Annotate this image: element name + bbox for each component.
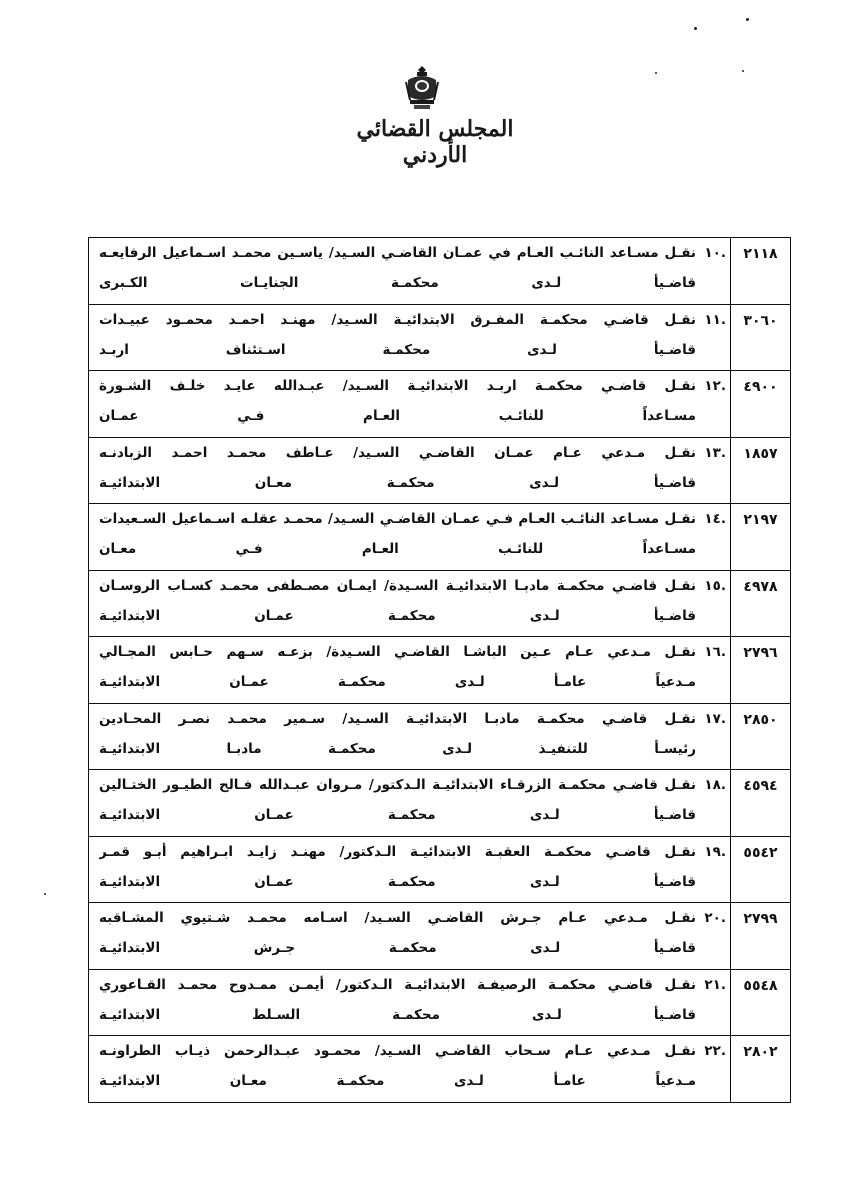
item-number: .١٤ (704, 511, 726, 527)
transfer-text: نقـل مسـاعد النائـب العـام في عمـان القاضـي السـيد/ ياسـين محمـد اسـماعيل الرفايعـه (99, 245, 696, 261)
transfer-description (89, 903, 731, 970)
item-number: .١٠ (704, 245, 726, 261)
transfer-description (89, 570, 731, 637)
item-number: .١٧ (704, 710, 726, 727)
new-position-text: مـدعياً عامـأ لـدى محكمـة معـان الابتدائيـة (99, 1073, 696, 1089)
transfer-text: نقـل قاضـي محكمـة اربـد الابتدائيـة السـيد/ عبـدالله عايـد خلـف الشـورة (99, 378, 696, 394)
transfer-text: نقـل مـدعي عـام سـحاب القاضـي السـيد/ محمـود عبـدالرحمن ذيـاب الطراونـه (99, 1043, 696, 1059)
scan-speck (655, 72, 657, 74)
new-position-text: رئيسـأ للتنفيـذ لـدى محكمـة مادبـا الابتدائيـة (99, 740, 696, 757)
description-line1 (99, 571, 726, 601)
record-id: ١٨٥٧ (731, 437, 791, 504)
transfer-description (89, 437, 731, 504)
description-line1 (99, 1036, 726, 1066)
new-position-text: قاضـيأ لـدى محكمـة اسـتئناف اربـد (99, 341, 696, 358)
item-number: .١٣ (704, 444, 726, 461)
transfer-text: نقـل قاضـي محكمـة مادبـا الابتدائيـة السـيدة/ ايمـان مصـطفى محمـد كسـاب الروسـان (99, 577, 696, 594)
item-number: .٢١ (704, 976, 726, 993)
table-row (89, 371, 791, 438)
new-position-text: مـدعياً عامـأ لـدى محكمـة عمـان الابتدائيـة (99, 674, 696, 690)
transfer-text: نقـل قاضـي محكمـة الرصيفـة الابتدائيـة الـدكتور/ أيمـن ممـدوح محمـد القـاعوري (99, 976, 696, 993)
item-number: .١٦ (704, 644, 726, 660)
record-id: ٢١٩٧ (731, 504, 791, 571)
table-row (89, 836, 791, 903)
record-id: ٥٥٤٢ (731, 836, 791, 903)
transfer-text: نقـل قاضـي محكمـة المفـرق الابتدائيـة السـيد/ مهنـد احمـد محمـود عبيـدات (99, 311, 696, 328)
transfer-text: نقـل قاضـي محكمـة الزرقـاء الابتدائيـة الـدكتور/ مـروان عبـدالله فـالح الطيـور الختـالين (99, 777, 696, 793)
description-line1 (99, 504, 726, 534)
record-id: ٤٩٠٠ (731, 371, 791, 438)
description-line1 (99, 305, 726, 335)
record-id: ٢٧٩٩ (731, 903, 791, 970)
description-line1 (99, 238, 726, 268)
new-position-text: مسـاعداً للنائـب العـام فـي عمـان (99, 408, 696, 424)
table-row (89, 770, 791, 837)
table-row (89, 437, 791, 504)
table-row (89, 504, 791, 571)
table-row (89, 1036, 791, 1103)
transfer-description (89, 304, 731, 371)
table-row (89, 969, 791, 1036)
scan-speck (742, 70, 744, 72)
scan-speck (746, 18, 749, 21)
description-line1 (99, 438, 726, 468)
transfer-text: نقـل قاضـي محكمـة مادبـا الابتدائيـة السـيد/ سـمير محمـد نصـر المحـادين (99, 710, 696, 727)
description-line1 (99, 371, 726, 401)
transfer-text: نقـل مـدعي عـام عـين الباشـا القاضـي السـيدة/ بزعـه سـهم حـابس المجـالي (99, 644, 696, 660)
transfer-text: نقـل مسـاعد النائـب العـام فـي عمـان القاضـي السـيد/ محمـد عقلـه اسـماعيل السـعيدات (99, 511, 696, 527)
transfer-description (89, 969, 731, 1036)
transfer-description (89, 1036, 731, 1103)
transfer-description (89, 770, 731, 837)
record-id: ٤٥٩٤ (731, 770, 791, 837)
item-number: .٢٠ (704, 910, 726, 926)
table-row (89, 238, 791, 305)
item-number: .١٩ (704, 843, 726, 860)
item-number: .١٥ (704, 577, 726, 594)
scan-speck (694, 27, 697, 30)
new-position-text: قاضـيأ لـدى محكمـة جـرش الابتدائيـة (99, 940, 696, 956)
table-row (89, 304, 791, 371)
description-line1 (99, 704, 726, 734)
record-id: ٣٠٦٠ (731, 304, 791, 371)
record-id: ٢٨٠٢ (731, 1036, 791, 1103)
transfer-description (89, 238, 731, 305)
item-number: .١١ (704, 311, 726, 328)
transfer-description (89, 836, 731, 903)
transfer-text: نقـل مـدعي عـام جـرش القاضـي السـيد/ اسـامه محمـد شـتيوي المشـاقبه (99, 910, 696, 926)
transfer-description (89, 371, 731, 438)
record-id: ٤٩٧٨ (731, 570, 791, 637)
coat-of-arms-icon (404, 66, 440, 110)
new-position-text: قاضـيأ لـدى محكمـة الجنايـات الكـبرى (99, 275, 696, 291)
item-number: .٢٢ (704, 1043, 726, 1059)
transfer-description (89, 504, 731, 571)
record-id: ٢٧٩٦ (731, 637, 791, 704)
new-position-text: قاضـيأ لـدى محكمـة معـان الابتدائيـة (99, 474, 696, 491)
record-id: ٢١١٨ (731, 238, 791, 305)
description-line1 (99, 970, 726, 1000)
new-position-text: قاضـيأ لـدى محكمـة عمـان الابتدائيـة (99, 807, 696, 823)
description-line1 (99, 903, 726, 933)
transfer-description (89, 637, 731, 704)
scan-speck (44, 893, 46, 895)
new-position-text: قاضـيأ لـدى محكمـة عمـان الابتدائيـة (99, 873, 696, 890)
table-row (89, 570, 791, 637)
item-number: .١٢ (704, 378, 726, 394)
table-row (89, 637, 791, 704)
record-id: ٥٥٤٨ (731, 969, 791, 1036)
transfer-text: نقـل قاضـي محكمـة العقبـة الابتدائيـة الـدكتور/ مهنـد زايـد ابـراهيم أبـو قمـر (99, 843, 696, 860)
description-line1 (99, 637, 726, 667)
council-name: المجلس القضائي الأردني (356, 116, 514, 168)
new-position-text: قاضـيأ لـدى محكمـة عمـان الابتدائيـة (99, 607, 696, 624)
new-position-text: قاضـيأ لـدى محكمـة السـلط الابتدائيـة (99, 1006, 696, 1023)
transfer-description (89, 703, 731, 770)
table-row (89, 703, 791, 770)
item-number: .١٨ (704, 777, 726, 793)
description-line1 (99, 770, 726, 800)
transfers-table (88, 237, 791, 1103)
description-line1 (99, 837, 726, 867)
transfer-text: نقـل مـدعي عـام عمـان القاضـي السـيد/ عـاطف محمـد احمـد الزبادنـه (99, 444, 696, 461)
table-row (89, 903, 791, 970)
new-position-text: مسـاعداً للنائـب العـام فـي معـان (99, 541, 696, 557)
record-id: ٢٨٥٠ (731, 703, 791, 770)
